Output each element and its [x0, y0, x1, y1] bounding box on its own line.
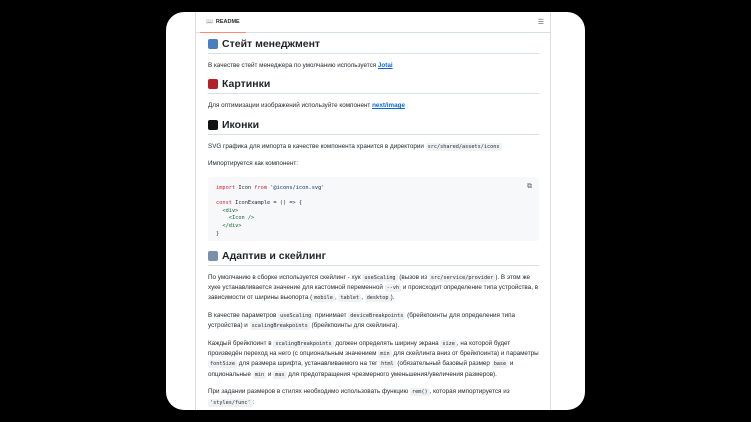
text: , на которой будет произведён переход на него (с опциональным значением	[208, 339, 511, 358]
paragraph	[208, 273, 539, 304]
text: В качестве стейт менеджера по умолчанию используется	[208, 62, 378, 69]
inline-code: size	[442, 340, 455, 347]
section-heading	[208, 78, 539, 94]
code-token: <div>	[216, 207, 239, 214]
tab-readme[interactable]	[200, 12, 246, 33]
inline-code: rem()	[411, 389, 428, 396]
copy-icon[interactable]: ⧉	[527, 181, 532, 190]
code-token: Icon	[235, 184, 255, 191]
paragraph	[208, 142, 539, 152]
book-icon: 📖	[206, 19, 213, 25]
link-jotai[interactable]: Jotai	[377, 62, 393, 69]
inline-code: min	[380, 351, 390, 358]
inline-code: desktop	[366, 295, 389, 302]
code-token: </div>	[216, 223, 242, 230]
paragraph	[208, 61, 539, 71]
inline-code: fontSize	[210, 361, 235, 368]
inline-code: useScaling	[280, 312, 312, 319]
code-line	[216, 200, 531, 208]
text: принимает	[313, 311, 349, 319]
section-title: Адаптив и скейлинг	[222, 249, 327, 262]
text: и опциональные	[208, 360, 514, 378]
section-heading	[208, 250, 539, 266]
text: для предотвращения чрезмерного уменьшения/увеличения размеров).	[286, 370, 497, 378]
paragraph	[208, 159, 539, 169]
text: ).	[390, 294, 395, 302]
text: :	[252, 398, 255, 406]
inline-code: deviceBreakpoints	[350, 312, 404, 319]
code-line	[216, 208, 531, 216]
text: ,	[361, 294, 365, 302]
paragraph	[208, 339, 539, 381]
text: (вызов из	[397, 273, 429, 281]
inline-code: scalingBreakpoints	[275, 340, 332, 347]
code-line	[216, 231, 531, 239]
inline-code: min	[254, 371, 265, 378]
section-title: Иконки	[222, 118, 260, 131]
paragraph	[208, 101, 539, 111]
code-token: }	[216, 230, 220, 237]
text: По умолчанию в сборке используется скейлинг - хук	[208, 273, 363, 281]
inline-code: 'styles/func'	[210, 399, 251, 406]
code-line	[216, 181, 532, 193]
section-emoji-icon	[208, 39, 218, 49]
section-title: Стейт менеджмент	[222, 38, 321, 50]
inline-code: --vh	[386, 285, 400, 292]
text: SVG графика для импорта в качестве компонента хранится в директории	[208, 142, 426, 150]
text: (брейкпоинты для скейлинга).	[309, 322, 400, 330]
text: для скейлинга вниз от брейкпоинта) и параметры	[391, 350, 539, 358]
section-emoji-icon	[208, 120, 218, 130]
paragraph	[208, 387, 539, 408]
inline-code: max	[275, 371, 285, 378]
code-token: from	[254, 184, 268, 191]
inline-code: tablet	[340, 295, 360, 302]
text: для размера шрифта, устанавливаемого на тег	[237, 360, 380, 368]
section-emoji-icon	[208, 79, 218, 89]
text: , которая импортируется из	[429, 388, 510, 396]
inline-code: src/service/provider	[430, 274, 494, 281]
code-token: '@icons/icon.svg'	[267, 184, 325, 191]
readme-header	[196, 12, 550, 33]
code-block	[208, 177, 539, 241]
link-next-image[interactable]: next/image	[372, 102, 405, 110]
inline-code: html	[381, 361, 394, 368]
inline-code: useScaling	[364, 274, 396, 281]
readme-content	[208, 38, 539, 410]
text: ,	[334, 294, 339, 302]
code-token: import	[216, 184, 236, 191]
code-token: <Icon />	[216, 215, 255, 222]
text: должен определять ширину экрана	[333, 339, 441, 347]
paragraph	[208, 311, 539, 332]
text: В качестве параметров	[208, 311, 279, 319]
text: Импортируется как компонент:	[208, 160, 299, 168]
code-token: const	[216, 200, 232, 207]
tab-label: README	[215, 19, 240, 25]
code-token: IconExample = () => {	[231, 200, 303, 207]
inline-code: mobile	[314, 295, 333, 302]
text: (обязательный базовый размер	[395, 360, 492, 368]
text: и	[266, 370, 274, 378]
section-heading	[208, 38, 539, 54]
inline-code: src/shared/assets/icons	[427, 143, 500, 150]
text: Для оптимизации изображений используйте компонент	[208, 102, 373, 110]
code-line	[216, 223, 531, 231]
section-title: Картинки	[222, 78, 271, 91]
code-line	[216, 192, 531, 200]
text: ). В этом же хуке устанавливается значение для кастомной переменной	[208, 273, 531, 292]
text: Каждый брейкпоинт в	[208, 339, 274, 347]
list-icon[interactable]: ☰	[537, 19, 544, 26]
text: и происходит определение типа устройства, в зависимости от ширины вьюпорта (	[208, 284, 539, 302]
text: (брейкпоинты для определения типа устройства) и	[208, 311, 516, 330]
readme-panel	[195, 12, 551, 410]
window	[166, 12, 585, 410]
inline-code: base	[493, 361, 507, 368]
code-line	[216, 215, 531, 223]
section-emoji-icon	[208, 251, 218, 261]
inline-code: scalingBreakpoints	[251, 323, 308, 330]
section-heading	[208, 119, 539, 135]
text: При задании размеров в стилях необходимо использовать функцию	[208, 388, 410, 396]
